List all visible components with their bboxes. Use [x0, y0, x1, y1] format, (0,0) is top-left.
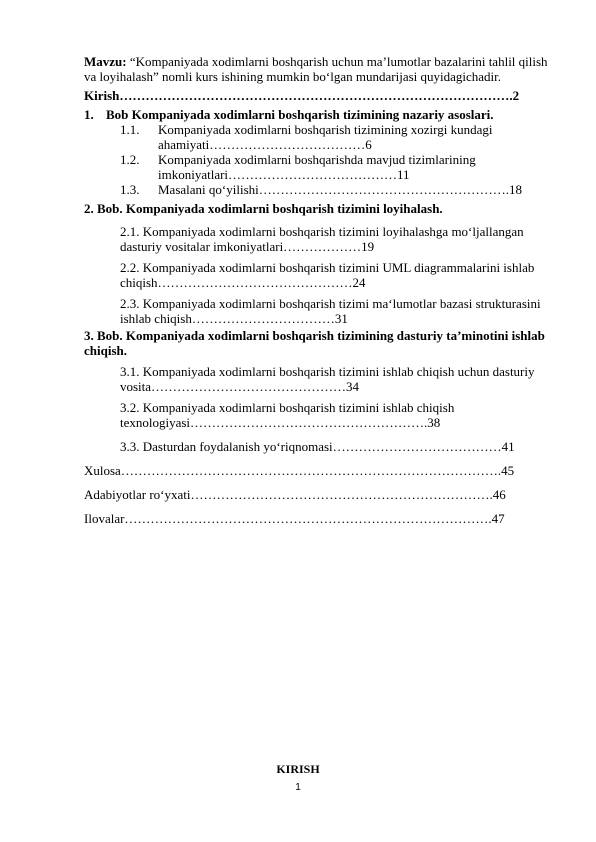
toc-item-3-1[interactable]: 3.1. Kompaniyada xodimlarni boshqarish tizimini ishlab chiqish uchun dasturiy vosita………………………………………34 — [120, 364, 535, 394]
toc-item-2-1[interactable]: 2.1. Kompaniyada xodimlarni boshqarish tizimini loyihalashga mo‘ljallangan dasturiy vositalar imkoniyatlari………………19 — [120, 224, 524, 254]
toc-chapter-2[interactable]: 2. Bob. Kompaniyada xodimlarni boshqarish tizimini loyihalash. — [84, 201, 443, 216]
chapter-1-number: 1. — [84, 107, 94, 122]
toc-kirish[interactable]: Kirish……………………………………………………………………………….2 — [84, 88, 520, 103]
item-number: 1.3. — [120, 182, 140, 197]
toc-chapter-3[interactable]: 3. Bob. Kompaniyada xodimlarni boshqarish tizimining dasturiy ta’minotini ishlab chiqish. — [84, 328, 545, 358]
toc-item-2-2[interactable]: 2.2. Kompaniyada xodimlarni boshqarish tizimini UML diagrammalarini ishlab chiqish………………………………………24 — [120, 260, 535, 290]
toc-item-2-3[interactable]: 2.3. Kompaniyada xodimlarni boshqarish tizimi ma‘lumotlar bazasi strukturasini ishlab chiqish……………………………31 — [120, 296, 541, 326]
chapter-1-title: Bob Kompaniyada xodimlarni boshqarish tizimining nazariy asoslari. — [106, 107, 494, 122]
toc-item-1-2[interactable] — [84, 152, 550, 182]
toc-item-1-1[interactable] — [84, 122, 550, 152]
topic-label: Mavzu: — [84, 54, 127, 69]
item-text: Kompaniyada xodimlarni boshqarishda mavjud tizimlarining imkoniyatlari…………………………………11 — [158, 152, 476, 182]
item-number: 1.2. — [120, 152, 140, 167]
page-number: 1 — [295, 782, 301, 793]
toc-item-3-2[interactable]: 3.2. Kompaniyada xodimlarni boshqarish tizimini ishlab chiqish texnologiyasi……………………………………………….38 — [120, 400, 455, 430]
topic-text: “Kompaniyada xodimlarni boshqarish uchun ma’lumotlar bazalarini tahlil qilish va loyihalash” nomli kurs ishining mumkin bo‘lgan mundarijasi quyidagichadir. — [84, 54, 548, 84]
intro-paragraph — [84, 54, 550, 84]
item-number: 1.1. — [120, 122, 140, 137]
toc-item-1-3[interactable] — [84, 182, 550, 197]
toc-ilovalar[interactable]: Ilovalar………………………………………………………………………….47 — [84, 511, 505, 526]
toc-xulosa[interactable]: Xulosa…………………………………………………………………………….45 — [84, 463, 515, 478]
toc-item-3-3[interactable]: 3.3. Dasturdan foydalanish yo‘riqnomasi…………………………………41 — [120, 439, 515, 454]
item-text: Masalani qo‘yilishi………………………………………………….18 — [158, 182, 522, 197]
item-text: Kompaniyada xodimlarni boshqarish tizimining xozirgi kundagi ahamiyati………………………………6 — [158, 122, 493, 152]
document-page — [84, 54, 550, 526]
toc-chapter-1[interactable] — [84, 107, 550, 122]
section-heading: KIRISH — [276, 762, 320, 776]
toc-adabiyotlar[interactable]: Adabiyotlar ro‘yxati…………………………………………………………….46 — [84, 487, 506, 502]
